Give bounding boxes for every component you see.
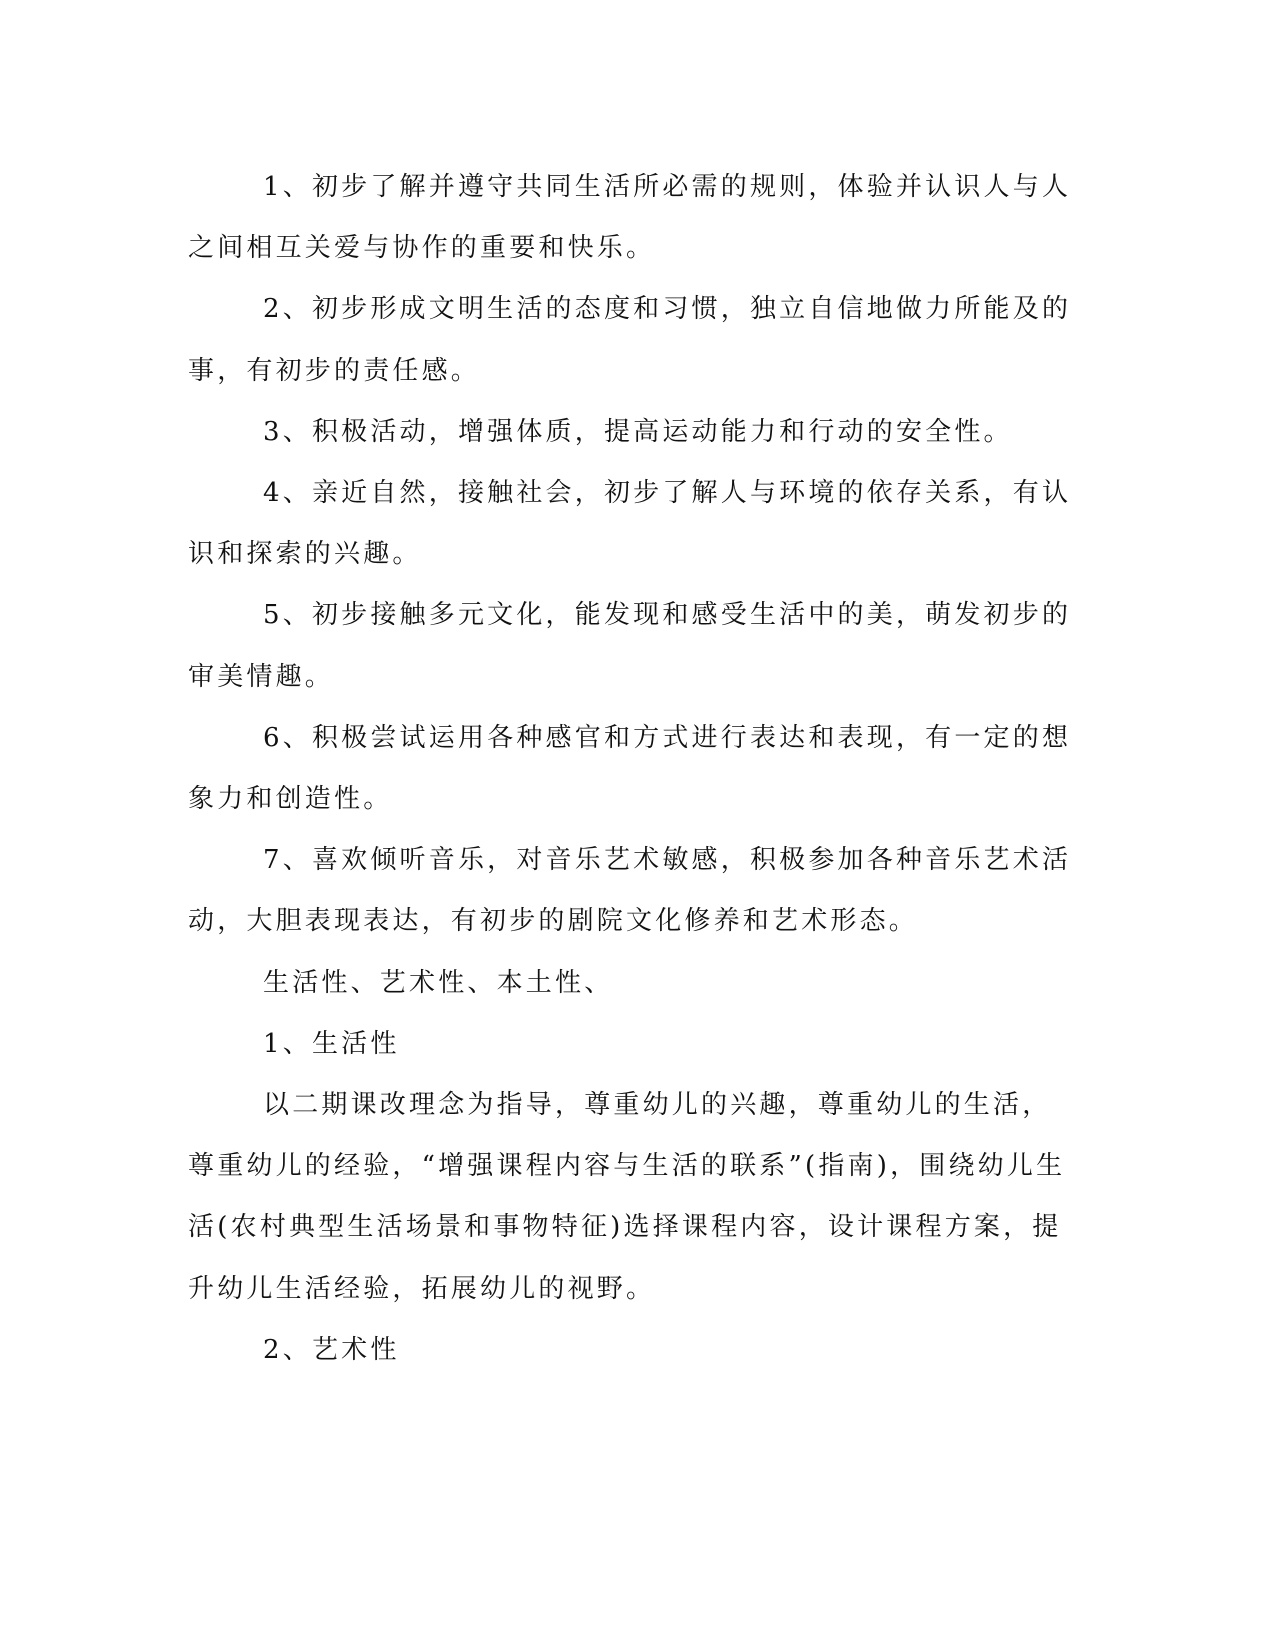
life-description-paragraph: 以二期课改理念为指导，尊重幼儿的兴趣，尊重幼儿的生活，尊重幼儿的经验，“增强课程内容与生活的联系”(指南)，围绕幼儿生活(农村典型生活场景和事物特征)选择课程内容，设计课程方案，提升幼儿生活经验，拓展幼儿的视野。 (188, 1090, 1066, 1304)
features-summary: 生活性、艺术性、本土性、 (263, 967, 614, 998)
goal-paragraph-4: 4、亲近自然，接触社会，初步了解人与环境的依存关系，有认识和探索的兴趣。 (188, 478, 1072, 570)
goal-paragraph-2: 2、初步形成文明生活的态度和习惯，独立自信地做力所能及的事，有初步的责任感。 (188, 294, 1072, 386)
section-heading-art: 2、艺术性 (263, 1334, 400, 1365)
goal-paragraph-7: 7、喜欢倾听音乐，对音乐艺术敏感，积极参加各种音乐艺术活动，大胆表现表达，有初步的剧院文化修养和艺术形态。 (188, 845, 1072, 937)
goal-paragraph-3: 3、积极活动，增强体质，提高运动能力和行动的安全性。 (263, 416, 1013, 447)
goal-paragraph-6: 6、积极尝试运用各种感官和方式进行表达和表现，有一定的想象力和创造性。 (188, 722, 1072, 815)
document-body (188, 157, 1078, 1381)
goal-paragraph-5: 5、初步接触多元文化，能发现和感受生活中的美，萌发初步的审美情趣。 (188, 600, 1072, 692)
section-heading-life: 1、生活性 (263, 1028, 400, 1059)
goal-paragraph-1: 1、初步了解并遵守共同生活所必需的规则，体验并认识人与人之间相互关爱与协作的重要和快乐。 (188, 172, 1072, 264)
